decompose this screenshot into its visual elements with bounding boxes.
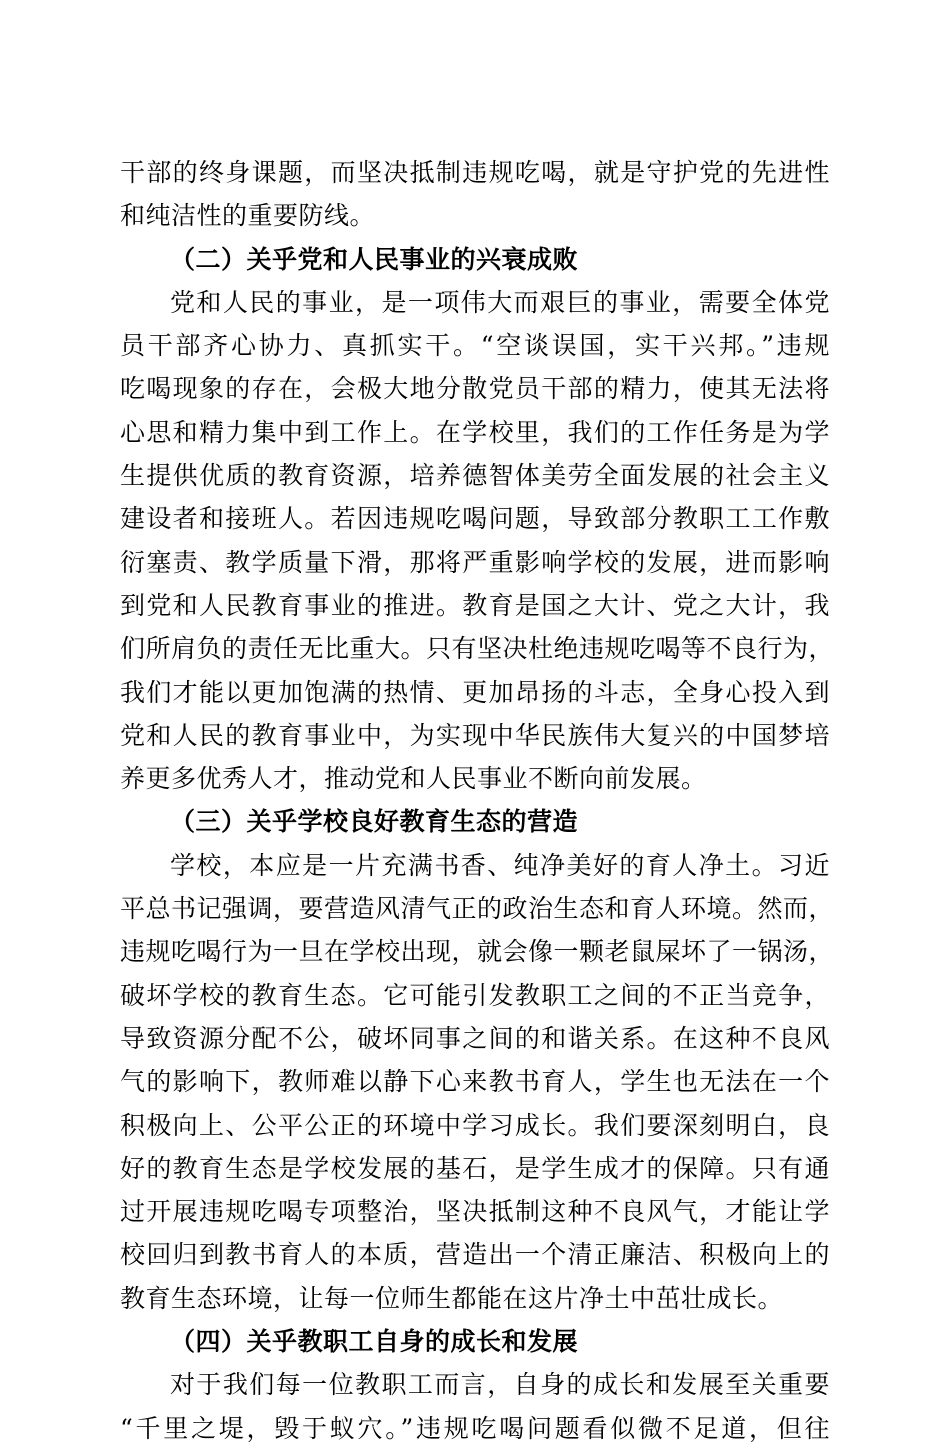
section-heading: （三）关乎学校良好教育生态的营造 (170, 807, 579, 837)
body-text-line: 养更多优秀人才，推动党和人民事业不断向前发展。 (120, 764, 707, 794)
body-text-line: 气的影响下，教师难以静下心来教书育人，学生也无法在一个 (120, 1067, 830, 1097)
body-text-line: 和纯洁性的重要防线。 (120, 201, 376, 231)
section-heading: （四）关乎教职工自身的成长和发展 (170, 1327, 579, 1357)
body-text-line: 员干部齐心协力、真抓实干。“空谈误国，实干兴邦。”违规 (120, 331, 830, 361)
body-text-line: 教育生态环境，让每一位师生都能在这片净土中茁壮成长。 (120, 1283, 784, 1313)
body-text-line: 心思和精力集中到工作上。在学校里，我们的工作任务是为学 (120, 417, 830, 447)
body-text-line: 衍塞责、教学质量下滑，那将严重影响学校的发展，进而影响 (120, 547, 830, 577)
body-text-line: 生提供优质的教育资源，培养德智体美劳全面发展的社会主义 (120, 461, 830, 491)
body-text-line: 校回归到教书育人的本质，营造出一个清正廉洁、积极向上的 (120, 1240, 830, 1270)
body-text-line: 违规吃喝行为一旦在学校出现，就会像一颗老鼠屎坏了一锅汤， (120, 937, 835, 967)
body-text-line: 党和人民的教育事业中，为实现中华民族伟大复兴的中国梦培 (120, 720, 830, 750)
body-text-line: “千里之堤，毁于蚁穴。”违规吃喝问题看似微不足道，但往 (120, 1413, 830, 1443)
body-text-line: 干部的终身课题，而坚决抵制违规吃喝，就是守护党的先进性 (120, 158, 830, 187)
body-text-line: 到党和人民教育事业的推进。教育是国之大计、党之大计，我 (120, 590, 830, 620)
body-text-line: 学校，本应是一片充满书香、纯净美好的育人净土。习近 (170, 850, 830, 880)
body-text-line: 平总书记强调，要营造风清气正的政治生态和育人环境。然而， (120, 894, 835, 924)
body-text-line: 导致资源分配不公，破坏同事之间的和谐关系。在这种不良风 (120, 1023, 830, 1053)
document-page (120, 151, 835, 1450)
body-text-line: 破坏学校的教育生态。它可能引发教职工之间的不正当竞争， (120, 980, 830, 1010)
body-text-line: 好的教育生态是学校发展的基石，是学生成才的保障。只有通 (120, 1153, 830, 1183)
body-text-line: 我们才能以更加饱满的热情、更加昂扬的斗志，全身心投入到 (120, 677, 830, 707)
body-text-line: 过开展违规吃喝专项整治，坚决抵制这种不良风气，才能让学 (120, 1197, 830, 1227)
body-text-line: 们所肩负的责任无比重大。只有坚决杜绝违规吃喝等不良行为， (120, 634, 835, 664)
body-text-line: 党和人民的事业，是一项伟大而艰巨的事业，需要全体党 (170, 287, 830, 317)
body-text-line: 积极向上、公平公正的环境中学习成长。我们要深刻明白，良 (120, 1110, 830, 1140)
body-text-line: 吃喝现象的存在，会极大地分散党员干部的精力，使其无法将 (120, 374, 830, 404)
section-heading: （二）关乎党和人民事业的兴衰成败 (170, 244, 579, 274)
body-text-line: 建设者和接班人。若因违规吃喝问题，导致部分教职工工作敷 (120, 504, 830, 534)
body-text-line: 对于我们每一位教职工而言，自身的成长和发展至关重要 (170, 1370, 830, 1400)
